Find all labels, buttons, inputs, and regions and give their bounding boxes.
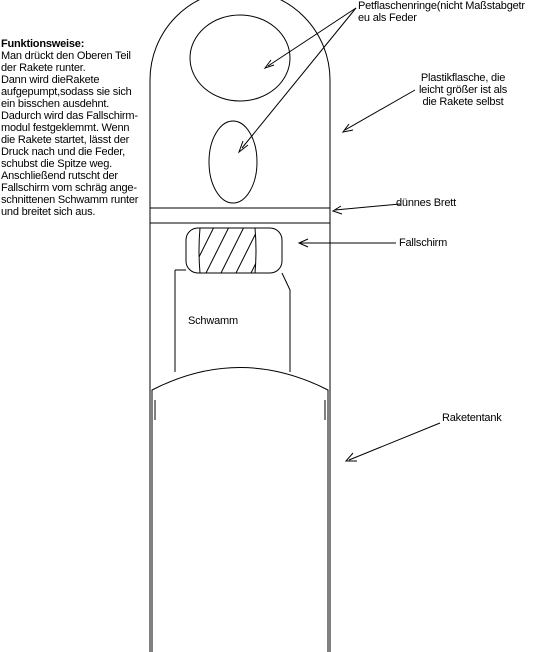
- label-rocket-tank: Raketentank: [442, 412, 502, 424]
- label-plastic-bottle: Plastikflasche, die: [420, 72, 506, 84]
- rocket-tank-outline: [152, 368, 328, 652]
- description-line: Dann wird dieRakete: [1, 74, 100, 86]
- description-line: schnittenen Schwamm runter: [1, 194, 139, 206]
- description-line: ein bisschen ausdehnt.: [1, 98, 110, 110]
- label-plastic-bottle: leicht größer ist als: [418, 84, 508, 96]
- description-line: Dadurch wird das Fallschirm-: [1, 110, 138, 122]
- label-bottle-rings: Petflaschenringe(nicht Maßstabgetr: [358, 0, 525, 12]
- bottle-ring-large: [190, 15, 290, 101]
- description-line: und breitet sich aus.: [1, 206, 96, 218]
- description-line: der Rakete runter.: [1, 62, 86, 74]
- label-plastic-bottle: die Rakete selbst: [422, 96, 504, 108]
- parachute-shape: [186, 228, 282, 273]
- description-line: modul festgeklemmt. Wenn: [1, 122, 130, 134]
- description-line: schubst die Spitze weg.: [1, 158, 112, 170]
- label-bottle-rings: eu als Feder: [358, 12, 417, 24]
- parachute-hatching: [190, 225, 275, 275]
- label-parachute: Fallschirm: [399, 237, 448, 249]
- description-line: Anschließend rutscht der: [1, 170, 118, 182]
- description-line: aufgepumpt,sodass sie sich: [1, 86, 132, 98]
- description-heading: Funktionsweise:: [1, 38, 85, 50]
- description-line: die Rakete startet, lässt der: [1, 134, 130, 146]
- bottle-ring-small: [209, 121, 257, 203]
- description-line: Druck nach und die Feder,: [1, 146, 126, 158]
- description-line: Man drückt den Oberen Teil: [1, 50, 131, 62]
- label-thin-board: dünnes Brett: [396, 197, 456, 209]
- label-sponge: Schwamm: [188, 315, 238, 327]
- description-line: Fallschirm vom schräg ange-: [1, 182, 137, 194]
- plastic-bottle-outline: [150, 0, 330, 652]
- rocket-tank-bevel: [155, 400, 325, 420]
